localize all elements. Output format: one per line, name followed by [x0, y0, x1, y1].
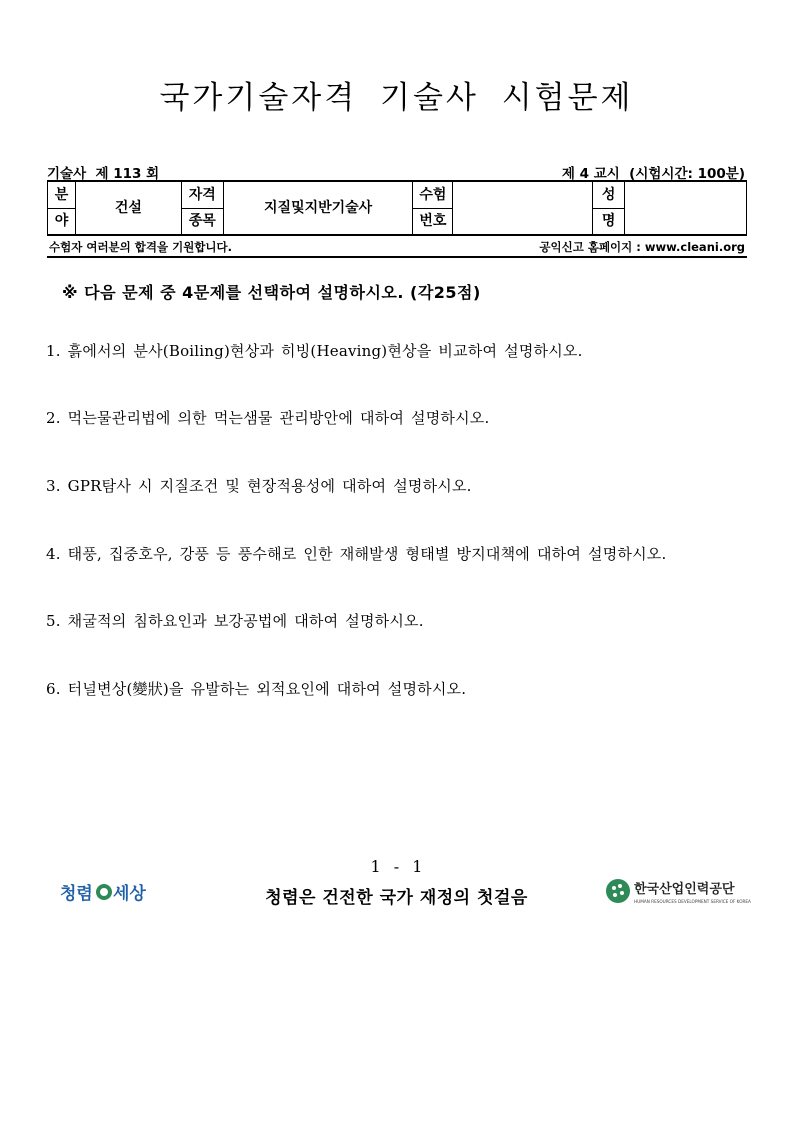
field-label-2: 야 [48, 208, 76, 235]
svg-text:HUMAN RESOURCES DEVELOPMENT SE: HUMAN RESOURCES DEVELOPMENT SERVICE OF KOREA [634, 899, 751, 904]
exam-number-label-2: 번호 [413, 208, 453, 235]
name-label: 성 [593, 181, 625, 208]
question-item: 2. 먹는물관리법에 의한 먹는샘물 관리방안에 대하여 설명하시오. [46, 409, 490, 427]
svg-text:청렴: 청렴 [60, 884, 93, 904]
question-item: 1. 흙에서의 분사(Boiling)현상과 히빙(Heaving)현상을 비교하여 설명하시오. [46, 342, 583, 360]
exam-session: 기술사 제 113 회 [47, 166, 160, 182]
exam-header-table [47, 180, 747, 236]
qualification-label-2: 종목 [181, 208, 223, 235]
header-footer-row [47, 238, 747, 258]
field-value: 건설 [75, 181, 181, 235]
exam-number-field[interactable] [453, 181, 593, 235]
qualification-value: 지질및지반기술사 [223, 181, 413, 235]
question-item: 3. GPR탐사 시 지질조건 및 현장적용성에 대하여 설명하시오. [46, 477, 472, 495]
svg-text:한국산업인력공단: 한국산업인력공단 [634, 882, 735, 897]
name-label-2: 명 [593, 208, 625, 235]
exam-period: 제 4 교시 (시험시간: 100분) [561, 166, 745, 182]
question-item: 5. 채굴적의 침하요인과 보강공법에 대하여 설명하시오. [46, 612, 424, 630]
question-item: 4. 태풍, 집중호우, 강풍 등 풍수해로 인한 재해발생 형태별 방지대책에 대하여 설명하시오. [46, 545, 667, 563]
good-luck-text: 수험자 여러분의 합격을 기원합니다. [49, 240, 233, 254]
hrdk-logo [605, 876, 751, 912]
name-field[interactable] [625, 181, 747, 235]
exam-number-label: 수험 [413, 181, 453, 208]
field-label: 분 [48, 181, 76, 208]
svg-text:세상: 세상 [113, 884, 146, 904]
document-title: 국가기술자격 기술사 시험문제 [159, 80, 634, 116]
page-number: 1 - 1 [370, 857, 423, 876]
instruction-text: ※ 다음 문제 중 4문제를 선택하여 설명하시오. (각25점) [62, 283, 481, 302]
question-item: 6. 터널변상(變狀)을 유발하는 외적요인에 대하여 설명하시오. [46, 680, 467, 698]
qualification-label: 자격 [181, 181, 223, 208]
exam-info-row [47, 160, 747, 182]
homepage-text: 공익신고 홈페이지 : www.cleani.org [539, 240, 745, 254]
hrdk-logo-graphic [605, 876, 751, 908]
slogan: 청렴은 건전한 국가 재정의 첫걸음 [265, 888, 528, 908]
